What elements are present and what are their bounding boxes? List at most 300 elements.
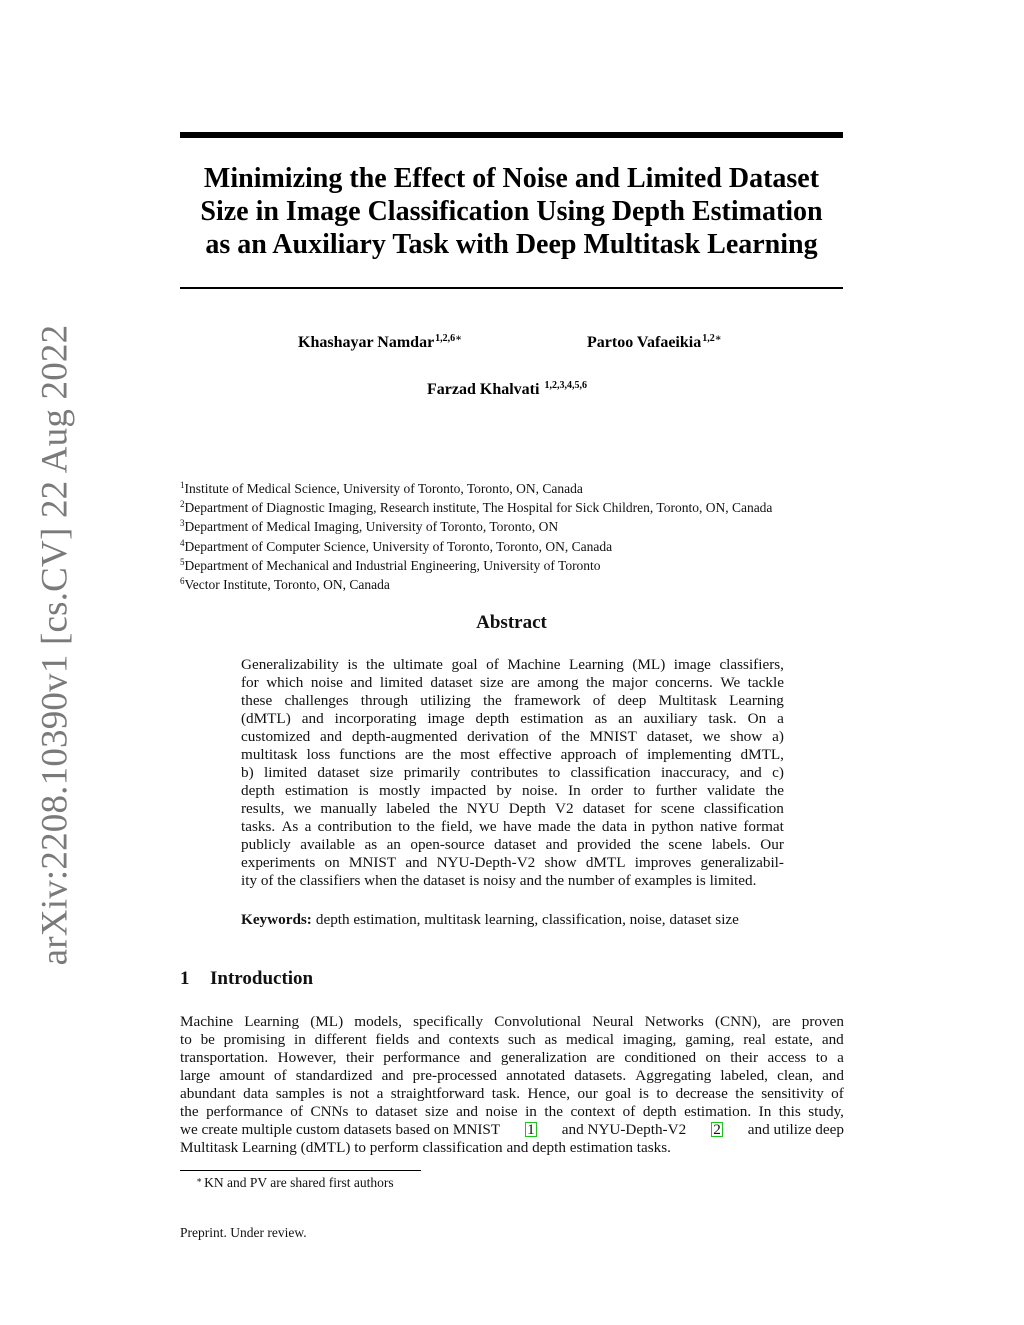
word: incorporating (334, 710, 417, 727)
word: b) (241, 764, 254, 781)
word: is (358, 782, 369, 799)
text-line (180, 1013, 844, 1031)
affiliation (180, 538, 850, 557)
word: and (822, 1067, 844, 1084)
word: open-source (410, 836, 485, 853)
word: native (699, 818, 738, 835)
affiliation-text: Department of Computer Science, University of Toronto, Toronto, ON, Canada (184, 538, 613, 554)
text-fragment: and utilize deep (747, 1121, 844, 1138)
word: such (507, 1031, 536, 1048)
word: As (281, 818, 299, 835)
word: our (577, 1085, 598, 1102)
word: to (548, 764, 561, 781)
word: labels. (711, 836, 751, 853)
word: estate, (774, 1031, 814, 1048)
word: implementing (647, 746, 732, 763)
word: we (702, 728, 721, 745)
author-name: Partoo Vafaeikia (587, 334, 702, 351)
word: noise. (521, 782, 558, 799)
word: standardized (295, 1067, 373, 1084)
word: a (777, 710, 784, 727)
text-line (241, 692, 784, 710)
word: datasets. (574, 1067, 627, 1084)
affiliation-number: 3 (180, 518, 185, 529)
citation-link[interactable]: 2 (713, 1121, 721, 1138)
word: Learning (729, 692, 784, 709)
word: and (381, 1067, 404, 1084)
word: mostly (378, 782, 421, 799)
word: and (821, 1031, 844, 1048)
word: provided (576, 836, 631, 853)
word: a) (772, 728, 784, 745)
word: for (241, 674, 259, 691)
word: image (673, 656, 711, 673)
word: the (439, 800, 458, 817)
word: models, (354, 1013, 402, 1030)
word: the (416, 818, 435, 835)
text-line (241, 674, 784, 692)
word: (dMTL) (241, 710, 291, 727)
word: depth (241, 782, 275, 799)
word: approach (560, 746, 617, 763)
word: Machine (180, 1013, 234, 1030)
word: the (577, 818, 596, 835)
word: are (404, 746, 424, 763)
arxiv-stamp: arXiv:2208.10390v1 [cs.CV] 22 Aug 2022 (34, 324, 76, 966)
affiliation-number: 5 (180, 556, 185, 567)
affiliation-text: Department of Medical Imaging, University of Toronto, Toronto, ON (184, 519, 559, 535)
preprint-notice: Preprint. Under review. (180, 1225, 307, 1240)
section-heading (180, 968, 313, 990)
text-line: ity of the classifiers when the dataset is noisy and the number of examples is limited. (241, 872, 757, 889)
abstract-heading: Abstract (476, 612, 547, 633)
word: limited (379, 674, 423, 691)
word: as (544, 1031, 558, 1048)
paper-title (180, 162, 843, 261)
word: scene (660, 800, 695, 817)
word: and (469, 1049, 492, 1066)
text-line (180, 1067, 844, 1085)
text-fragment: we create multiple custom datasets based on MNIST (180, 1121, 501, 1138)
title-line: Size in Image Classification Using Depth Estimation (200, 196, 823, 227)
word: dataset (375, 1103, 418, 1120)
word: labeled (386, 800, 430, 817)
word: of (625, 746, 639, 763)
word: through (360, 692, 409, 709)
word: Neural (592, 1013, 634, 1030)
author-1 (298, 334, 462, 352)
word: concerns. (655, 674, 713, 691)
word: have (502, 818, 532, 835)
word: MNIST (589, 728, 637, 745)
word: these (241, 692, 273, 709)
word: In (758, 1103, 772, 1120)
word: clean, (777, 1067, 813, 1084)
word: Our (760, 836, 784, 853)
word: dMTL (585, 854, 626, 871)
word: and (417, 1031, 440, 1048)
keywords-text: depth estimation, multitask learning, classification, noise, dataset size (315, 911, 739, 928)
word: decrease (675, 1085, 728, 1102)
word: is (332, 1085, 343, 1102)
word: their (730, 1049, 759, 1066)
word: In (568, 782, 581, 799)
word: most (460, 746, 490, 763)
word: we (293, 800, 312, 817)
word: depth-augmented (351, 728, 458, 745)
word: goal (451, 656, 478, 673)
word: of (290, 1103, 303, 1120)
word: gaming, (685, 1031, 735, 1048)
word: amount (219, 1067, 265, 1084)
affiliation (180, 576, 850, 595)
word: the (544, 1103, 563, 1120)
word: dataset (582, 800, 625, 817)
affiliation-text: Department of Mechanical and Industrial Engineering, University of Toronto (184, 557, 601, 573)
affiliation-text: Department of Diagnostic Imaging, Research institute, The Hospital for Sick Children, Toronto, ON, Canada (184, 500, 773, 516)
author-3 (427, 381, 587, 399)
word: estimation (520, 710, 584, 727)
word: Machine (507, 656, 561, 673)
word: contributes (470, 764, 539, 781)
word: transportation. (180, 1049, 269, 1066)
text-line (241, 818, 784, 836)
affiliation (180, 499, 850, 518)
word: Networks (644, 1013, 704, 1030)
word: noise (310, 674, 343, 691)
word: dataset (430, 674, 473, 691)
text-line (241, 728, 784, 746)
word: generalizabil- (700, 854, 784, 871)
word: size (424, 1103, 449, 1120)
affiliation (180, 518, 850, 537)
word: experiments (241, 854, 316, 871)
word: the (640, 836, 659, 853)
word: of (592, 692, 606, 709)
text-line (241, 782, 784, 800)
text-line (241, 656, 784, 674)
word: show (730, 728, 763, 745)
word: of (486, 656, 499, 673)
word: the (483, 692, 502, 709)
word: limited (263, 764, 307, 781)
word: and (545, 836, 568, 853)
word: the (735, 1085, 754, 1102)
title-line: as an Auxiliary Task with Deep Multitask Learning (205, 229, 818, 260)
word: customized (241, 728, 311, 745)
word: ultimate (393, 656, 443, 673)
word: Generalizability (241, 656, 339, 673)
text-fragment: Multitask Learning (dMTL) to perform classification and depth estimation tasks. (180, 1139, 671, 1156)
word: specifically (413, 1013, 484, 1030)
word: of (538, 728, 552, 745)
word: effective (498, 746, 552, 763)
word: task. (491, 1085, 521, 1102)
word: NYU-Depth-V2 (436, 854, 536, 871)
word: a (376, 1085, 384, 1102)
word: size (369, 764, 394, 781)
word: improves (634, 854, 692, 871)
word: auxiliary (643, 710, 698, 727)
word: Multitask (658, 692, 717, 709)
word: conditioned (624, 1049, 697, 1066)
word: publicly (241, 836, 291, 853)
word: of (831, 1085, 844, 1102)
word: different (314, 1031, 367, 1048)
word: multitask (241, 746, 298, 763)
word: MNIST (348, 854, 397, 871)
word: Aggregating (635, 1067, 712, 1084)
abstract-body (241, 656, 784, 890)
word: (ML) (310, 1013, 344, 1030)
word: utilizing (420, 692, 471, 709)
author-affil-marks: 1,2,6∗ (435, 333, 463, 344)
word: the (765, 782, 784, 799)
word: Convolutional (494, 1013, 582, 1030)
word: classification (570, 764, 651, 781)
word: and (320, 728, 342, 745)
word: to (656, 1085, 669, 1102)
word: a (837, 1049, 844, 1066)
word: estimation. (684, 1103, 752, 1120)
word: as (594, 710, 608, 727)
text-line (241, 836, 784, 854)
word: order (591, 782, 624, 799)
word: On (747, 710, 767, 727)
word: dMTL, (740, 746, 784, 763)
word: real (743, 1031, 766, 1048)
text-line (241, 764, 784, 782)
word: the (180, 1103, 199, 1120)
word: manually (320, 800, 377, 817)
word: among (537, 674, 579, 691)
word: in (294, 1031, 306, 1048)
section-number: 1 (180, 968, 190, 989)
word: noise (485, 1103, 518, 1120)
word: made (537, 818, 571, 835)
word: python (651, 818, 694, 835)
footnote-text: KN and PV are shared first authors (204, 1175, 394, 1190)
word: (CNN), (714, 1013, 761, 1030)
word: Depth (508, 800, 546, 817)
word: access (767, 1049, 807, 1066)
text-fragment (523, 1121, 539, 1139)
word: derivation (467, 728, 529, 745)
word: V2 (555, 800, 574, 817)
affiliations (180, 480, 850, 595)
word: We (720, 674, 741, 691)
affiliation (180, 557, 850, 576)
affiliation-number: 6 (180, 576, 185, 587)
title-top-rule (180, 132, 843, 138)
word: performance (206, 1103, 283, 1120)
word: labeled, (720, 1067, 768, 1084)
word: dataset (317, 764, 360, 781)
word: sensitivity (761, 1085, 824, 1102)
word: contexts (448, 1031, 500, 1048)
word: NYU (466, 800, 500, 817)
word: their (345, 1049, 374, 1066)
word: contribution (317, 818, 392, 835)
word: proven (801, 1013, 844, 1030)
word: on (324, 854, 340, 871)
word: be (200, 1031, 215, 1048)
word: functions (339, 746, 396, 763)
word: the (432, 746, 452, 763)
word: scene (668, 836, 703, 853)
word: to (355, 1103, 368, 1120)
word: Learning (244, 1013, 300, 1030)
affiliation (180, 480, 850, 499)
word: to (815, 1049, 828, 1066)
word: are (596, 1049, 615, 1066)
word: challenges (284, 692, 349, 709)
word: to (633, 782, 646, 799)
word: the (366, 656, 385, 673)
word: field, (441, 818, 473, 835)
word: an (618, 710, 633, 727)
word: the (561, 728, 580, 745)
word: are (772, 1013, 791, 1030)
affiliation-number: 4 (180, 537, 185, 548)
word: and (739, 764, 762, 781)
word: to (180, 1031, 192, 1048)
word: this (778, 1103, 801, 1120)
word: large (180, 1067, 211, 1084)
word: of (273, 1067, 287, 1084)
word: by (496, 782, 512, 799)
word: context (570, 1103, 616, 1120)
keywords (241, 911, 801, 929)
word: validate (707, 782, 756, 799)
word: inaccuracy, (660, 764, 730, 781)
word: depth (475, 710, 510, 727)
word: depth (642, 1103, 677, 1120)
introduction-body (180, 1013, 844, 1157)
word: we (478, 818, 497, 835)
word: task. (708, 710, 737, 727)
word: and (405, 854, 428, 871)
author-2 (587, 334, 722, 352)
word: pre-processed (412, 1067, 497, 1084)
word: is (638, 1085, 649, 1102)
text-line (180, 1049, 844, 1067)
word: imaging, (622, 1031, 677, 1048)
text-line (180, 1031, 844, 1049)
word: which (266, 674, 304, 691)
word: and (350, 674, 373, 691)
word: (ML) (632, 656, 666, 673)
word: primarily (403, 764, 461, 781)
text-line (180, 1103, 844, 1121)
affiliation-number: 2 (180, 499, 185, 510)
word: classifiers, (719, 656, 784, 673)
text-line (180, 1085, 844, 1103)
title-bottom-rule (180, 287, 843, 289)
word: to (398, 818, 410, 835)
text-fragment (709, 1121, 725, 1139)
word: loss (306, 746, 331, 763)
word: for (634, 800, 652, 817)
word: as (364, 836, 378, 853)
word: a (304, 818, 312, 835)
word: estimation (285, 782, 349, 799)
keywords-label: Keywords: (241, 911, 312, 928)
author-affil-marks: 1,2∗ (702, 333, 722, 344)
title-line: Minimizing the Effect of Noise and Limited Dataset (203, 163, 820, 194)
word: CNNs (310, 1103, 349, 1120)
word: dataset, (646, 728, 693, 745)
word: the (586, 674, 605, 691)
word: image (427, 710, 465, 727)
word: is (347, 656, 358, 673)
word: results, (241, 800, 285, 817)
section-title: Introduction (210, 968, 314, 989)
word: goal (605, 1085, 632, 1102)
text-line (241, 854, 784, 872)
word: show (544, 854, 577, 871)
word: size (480, 674, 504, 691)
word: and (301, 710, 324, 727)
word: of (622, 1103, 636, 1120)
word: in (633, 818, 646, 835)
footnote (196, 1175, 394, 1191)
word: further (655, 782, 697, 799)
word: impacted (430, 782, 487, 799)
word: in (525, 1103, 537, 1120)
word: Learning (569, 656, 624, 673)
word: classification (703, 800, 784, 817)
word: dataset (494, 836, 537, 853)
author-name: Farzad Khalvati (427, 381, 540, 398)
word: straightforward (390, 1085, 485, 1102)
word: are (511, 674, 530, 691)
footnote-rule (180, 1170, 421, 1171)
word: samples (275, 1085, 325, 1102)
word: and (456, 1103, 478, 1120)
word: framework (513, 692, 581, 709)
word: tackle (747, 674, 784, 691)
text-fragment: and NYU-Depth-V2 (561, 1121, 687, 1138)
word: medical (565, 1031, 615, 1048)
text-line (241, 800, 784, 818)
word: not (349, 1085, 370, 1102)
word: annotated (506, 1067, 566, 1084)
author-affil-marks: 1,2,3,4,5,6 (544, 380, 587, 391)
word: generalization (500, 1049, 587, 1066)
word: performance (383, 1049, 460, 1066)
word: an (386, 836, 401, 853)
word: study, (808, 1103, 844, 1120)
footnote-mark: ∗ (196, 1175, 203, 1185)
word: However, (277, 1049, 337, 1066)
word: Hence, (527, 1085, 571, 1102)
word: format (743, 818, 784, 835)
word: data (243, 1085, 269, 1102)
word: available (300, 836, 356, 853)
text-line (241, 746, 784, 764)
author-name: Khashayar Namdar (298, 334, 435, 351)
affiliation-number: 1 (180, 480, 185, 490)
word: abundant (180, 1085, 236, 1102)
text-line (180, 1139, 844, 1157)
affiliation-text: Institute of Medical Science, University of Toronto, Toronto, ON, Canada (184, 481, 583, 496)
word: deep (617, 692, 647, 709)
word: major (612, 674, 648, 691)
citation-link[interactable]: 1 (527, 1121, 535, 1138)
word: c) (772, 764, 784, 781)
word: fields (375, 1031, 410, 1048)
